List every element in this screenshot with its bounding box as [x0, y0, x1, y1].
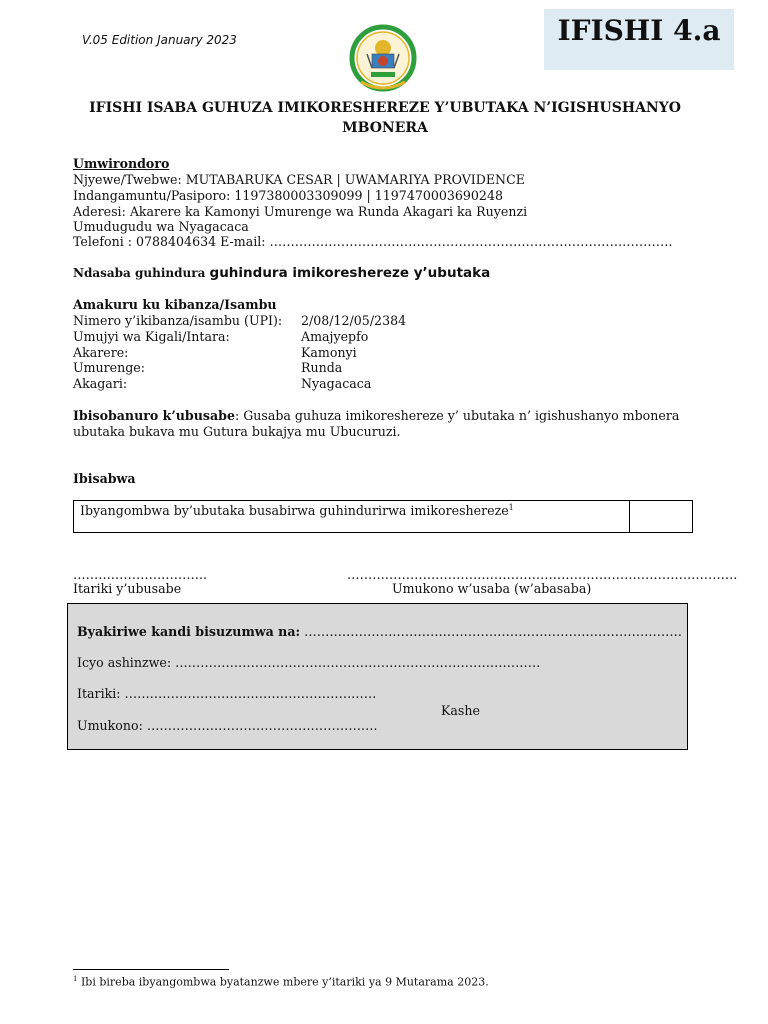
received-by-dots: ………………………………………………………………………………: [300, 624, 682, 639]
footnote-text: Ibi bireba ibyangombwa byatanzwe mbere y’itariki ya 9 Mutarama 2023.: [77, 975, 489, 989]
office-signature-line: Umukono: ……………………………………………….: [77, 718, 378, 733]
explanation-line-1: [73, 408, 679, 423]
office-date-line: Itariki: ……………………………………………………: [77, 686, 377, 701]
explanation-text-1: : Gusaba guhuza imikoreshereze y’ ubutaka n’ igishushanyo mbonera: [234, 408, 680, 423]
form-code: IFISHI 4.a: [557, 14, 721, 47]
office-use-box: [67, 603, 688, 750]
signature-label: Umukono w’usaba (w’abasaba): [392, 581, 592, 596]
applicant-names: Njyewe/Twebwe: MUTABARUKA CESAR | UWAMARIYA PROVIDENCE: [73, 172, 525, 187]
date-label: Itariki y’ubusabe: [73, 581, 182, 596]
national-emblem-icon: [341, 24, 425, 94]
date-dots: …………………………..: [73, 567, 207, 582]
footnote: [73, 975, 489, 989]
parcel-value-province: Amajyepfo: [301, 329, 369, 344]
parcel-value-sector: Runda: [301, 360, 343, 375]
position-line: Icyo ashinzwe: ……………………………………………………………………………: [77, 655, 541, 670]
parcel-value-district: Kamonyi: [301, 345, 357, 360]
attachments-table: [73, 500, 693, 533]
footnote-ref: 1: [508, 503, 514, 512]
parcel-value-upi: 2/08/12/05/2384: [301, 313, 407, 328]
address-line-1: Aderesi: Akarere ka Kamonyi Umurenge wa Runda Akagari ka Ruyenzi: [73, 204, 528, 219]
parcel-heading: Amakuru ku kibanza/Isambu: [73, 297, 277, 312]
address-line-2: Umudugudu wa Nyagacaca: [73, 219, 249, 234]
stamp-label: Kashe: [441, 703, 480, 718]
form-title: IFISHI ISABA GUHUZA IMIKORESHEREZE Y’UBUTAKA N’IGISHUSHANYO MBONERA: [89, 100, 681, 136]
parcel-label-sector: Umurenge:: [73, 360, 146, 375]
parcel-value-cell: Nyagacaca: [301, 376, 372, 391]
parcel-label-upi: Nimero y’ikibanza/isambu (UPI):: [73, 313, 283, 328]
received-by-line: [77, 624, 682, 639]
attachment-text: Ibyangombwa by’ubutaka busabirwa guhindurirwa imikoreshereze: [80, 503, 509, 519]
phone-email: Telefoni : 0788404634 E-mail: ……………………………………………………………………………………: [73, 234, 673, 249]
received-by-label: Byakiriwe kandi bisuzumwa na:: [77, 624, 301, 639]
profile-heading: Umwirondoro: [73, 156, 170, 171]
parcel-label-province: Umujyi wa Kigali/Intara:: [73, 329, 230, 344]
parcel-label-district: Akarere:: [73, 345, 129, 360]
parcel-label-cell: Akagari:: [73, 376, 128, 391]
request-main: guhindura imikoreshereze y’ubutaka: [209, 265, 491, 281]
attachments-heading: Ibisabwa: [73, 471, 136, 486]
request-statement: [73, 265, 490, 281]
id-numbers: Indangamuntu/Pasiporo: 1197380003309099 | 1197470003690248: [73, 188, 503, 203]
footnote-number: 1: [73, 975, 78, 983]
request-prefix: Ndasaba guhindura: [73, 266, 210, 280]
footnote-divider: [73, 969, 229, 970]
explanation-label: Ibisobanuro k’ubusabe: [73, 408, 235, 423]
signature-dots: …………………………………………………………………………………: [347, 567, 738, 582]
edition-label: V.05 Edition January 2023: [82, 33, 237, 47]
form-code-box: [544, 9, 734, 70]
explanation-text-2: ubutaka bukava mu Gutura bukajya mu Ubucuruzi.: [73, 424, 401, 439]
attachment-cell: [74, 501, 630, 532]
